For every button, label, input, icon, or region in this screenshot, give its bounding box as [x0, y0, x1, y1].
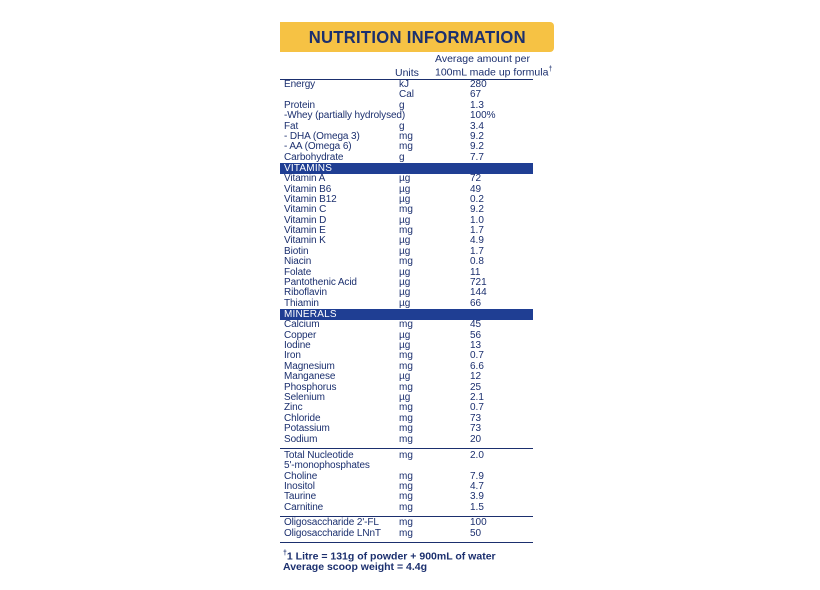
nutrient-name: Vitamin E	[284, 225, 326, 237]
nutrient-unit: mg	[399, 130, 413, 142]
nutrient-unit: mg	[399, 141, 413, 153]
table-row	[280, 503, 533, 513]
nutrient-value: 0.7	[470, 402, 484, 414]
nutrient-name: Protein	[284, 99, 315, 111]
nutrient-unit: mg	[399, 225, 413, 237]
nutrient-unit: µg	[399, 235, 411, 247]
nutrient-value: 6.6	[470, 360, 484, 372]
footnote-dagger: †	[283, 550, 287, 558]
nutrient-unit: mg	[399, 402, 413, 414]
dagger-mark: †	[548, 65, 553, 73]
nutrient-name: Carnitine	[284, 501, 324, 513]
nutrient-name: Folate	[284, 266, 312, 278]
footnote-line1: 1 Litre = 131g of powder + 900mL of water	[286, 550, 496, 563]
table-row	[280, 90, 533, 100]
nutrient-unit: mg	[399, 491, 413, 503]
nutrient-value: 9.2	[470, 130, 484, 142]
minerals-section-header: MINERALS	[280, 309, 533, 320]
main-nutrients-section	[280, 80, 533, 163]
nutrient-name: Riboflavin	[284, 287, 327, 299]
nutrient-value: 0.8	[470, 256, 484, 268]
nutrient-unit: µg	[399, 329, 411, 341]
minerals-section	[280, 320, 533, 445]
nutrient-unit: µg	[399, 371, 411, 383]
table-row	[280, 153, 533, 163]
vitamins-section-header: VITAMINS	[280, 163, 533, 174]
table-row	[280, 111, 533, 121]
nutrient-name: Energy	[284, 79, 316, 90]
nutrient-name: - AA (Omega 6)	[284, 141, 352, 153]
nutrient-unit: mg	[399, 470, 413, 482]
nutrient-name: Vitamin A	[284, 173, 326, 185]
nutrient-value: 56	[470, 329, 482, 341]
nutrient-value: 7.9	[470, 470, 484, 482]
nutrient-unit: mg	[399, 481, 413, 493]
nutrient-value: 67	[470, 89, 482, 101]
nutrient-value: 2.1	[470, 391, 484, 403]
nutrient-value: 45	[470, 319, 482, 331]
table-header	[280, 52, 553, 79]
divider	[280, 542, 533, 543]
nutrient-name: Biotin	[284, 245, 309, 257]
nutrient-unit: g	[399, 120, 405, 132]
nutrient-unit: µg	[399, 214, 411, 226]
nutrient-value: 73	[470, 412, 482, 424]
nutrient-value: 721	[470, 277, 487, 289]
nutrient-value: 4.9	[470, 235, 484, 247]
nutrient-unit: mg	[399, 360, 413, 372]
nutrient-unit: µg	[399, 297, 411, 309]
nutrient-value: 100	[470, 517, 487, 529]
nutrient-unit: µg	[399, 245, 411, 257]
nutrient-unit: mg	[399, 381, 413, 393]
nutrient-value: 9.2	[470, 204, 484, 216]
nutrient-name: Fat	[284, 120, 299, 132]
table-row	[280, 424, 533, 434]
nutrient-unit: µg	[399, 391, 411, 403]
nutrient-value: 144	[470, 287, 487, 299]
nutrient-name: Niacin	[284, 256, 312, 268]
nutrient-value: 1.0	[470, 214, 484, 226]
nutrient-value: 1.7	[470, 225, 484, 237]
nutrient-value: 50	[470, 527, 482, 539]
nutrient-name: Copper	[284, 329, 317, 341]
average-column-header	[435, 54, 552, 78]
nutrient-name: Taurine	[284, 491, 317, 503]
nutrient-name: Potassium	[284, 423, 330, 435]
nutrient-unit: kJ	[399, 79, 409, 90]
nutrient-value: 3.9	[470, 491, 484, 503]
nutrient-name: Vitamin C	[284, 204, 327, 216]
nutrient-value: 0.7	[470, 350, 484, 362]
nutrient-value: 73	[470, 423, 482, 435]
nutrient-unit: mg	[399, 319, 413, 331]
nutrient-name: Iodine	[284, 339, 311, 351]
average-header-line1: Average amount per	[435, 53, 530, 65]
nutrition-panel	[280, 22, 553, 574]
nutrient-name: Carbohydrate	[284, 151, 344, 163]
nutrient-name: Selenium	[284, 391, 325, 403]
oligosaccharides-section	[280, 517, 533, 539]
nutrient-name: Pantothenic Acid	[284, 277, 357, 289]
nutrient-name: Zinc	[284, 402, 303, 414]
nutrient-unit: mg	[399, 517, 413, 529]
nutrient-value: 1.7	[470, 245, 484, 257]
other-nutrients-section	[280, 449, 533, 513]
nutrient-unit: mg	[399, 449, 413, 461]
nutrient-unit: µg	[399, 287, 411, 299]
nutrient-unit: mg	[399, 527, 413, 539]
nutrient-value: 49	[470, 183, 482, 195]
nutrient-unit: µg	[399, 266, 411, 278]
nutrient-name: Total Nucleotide 5'-monophosphates	[284, 449, 370, 472]
nutrient-unit: mg	[399, 501, 413, 513]
nutrient-value: 25	[470, 381, 482, 393]
nutrient-name: Magnesium	[284, 360, 335, 372]
nutrient-value: 3.4	[470, 120, 484, 132]
nutrient-name: Thiamin	[284, 297, 319, 309]
nutrient-name: -Whey (partially hydrolysed)	[284, 110, 406, 122]
nutrient-name: Phosphorus	[284, 381, 337, 393]
table-row	[280, 299, 533, 309]
nutrient-value: 66	[470, 297, 482, 309]
nutrient-value: 11	[470, 266, 481, 278]
nutrient-unit: µg	[399, 183, 411, 195]
average-header-line2: 100mL made up formula	[435, 66, 549, 78]
nutrient-unit: µg	[399, 173, 411, 185]
table-row	[280, 529, 533, 539]
units-column-header: Units	[395, 67, 419, 79]
nutrient-unit: mg	[399, 412, 413, 424]
nutrient-name: Iron	[284, 350, 301, 362]
nutrient-unit: µg	[399, 277, 411, 289]
nutrient-name: Inositol	[284, 481, 315, 493]
nutrient-name: Manganese	[284, 371, 336, 383]
nutrient-name: Choline	[284, 470, 318, 482]
nutrient-unit: mg	[399, 204, 413, 216]
nutrient-value: 12	[470, 371, 482, 383]
nutrient-name: Vitamin B6	[284, 183, 332, 195]
nutrient-value: 0.2	[470, 193, 484, 205]
nutrient-unit: g	[399, 151, 405, 163]
nutrient-unit: g	[399, 99, 405, 111]
footnote-line2: Average scoop weight = 4.4g	[283, 561, 428, 574]
nutrient-name: Chloride	[284, 412, 321, 424]
nutrient-name: Sodium	[284, 433, 318, 445]
nutrient-value: 20	[470, 433, 482, 445]
nutrient-value: 1.3	[470, 99, 484, 111]
nutrient-value: 72	[470, 173, 482, 185]
table-row	[280, 451, 533, 472]
nutrient-unit: µg	[399, 193, 411, 205]
nutrient-name: Vitamin B12	[284, 193, 337, 205]
table-row	[280, 372, 533, 382]
nutrient-name: Oligosaccharide LNnT	[284, 527, 381, 539]
nutrient-value: 2.0	[470, 449, 484, 461]
nutrient-name: - DHA (Omega 3)	[284, 130, 360, 142]
table-row	[280, 174, 533, 184]
nutrient-unit: mg	[399, 350, 413, 362]
nutrient-value: 7.7	[470, 151, 484, 163]
nutrition-title-banner	[280, 22, 554, 52]
vitamins-section	[280, 174, 533, 309]
nutrient-value: 280	[470, 79, 487, 90]
nutrient-unit: µg	[399, 339, 411, 351]
nutrient-unit: mg	[399, 433, 413, 445]
nutrient-name: Vitamin D	[284, 214, 327, 226]
footnote	[280, 549, 533, 573]
nutrient-name: Calcium	[284, 319, 320, 331]
nutrient-value: 9.2	[470, 141, 484, 153]
nutrient-value: 1.5	[470, 501, 484, 513]
nutrient-name: Oligosaccharide 2'-FL	[284, 517, 379, 529]
nutrient-unit: Cal	[399, 89, 415, 101]
nutrient-unit: mg	[399, 256, 413, 268]
nutrient-value: 13	[470, 339, 482, 351]
table-row	[280, 435, 533, 445]
nutrient-name: Vitamin K	[284, 235, 326, 247]
nutrient-value: 100%	[470, 110, 496, 122]
nutrient-unit: mg	[399, 423, 413, 435]
nutrient-value: 4.7	[470, 481, 484, 493]
page-title: NUTRITION INFORMATION	[308, 27, 526, 47]
